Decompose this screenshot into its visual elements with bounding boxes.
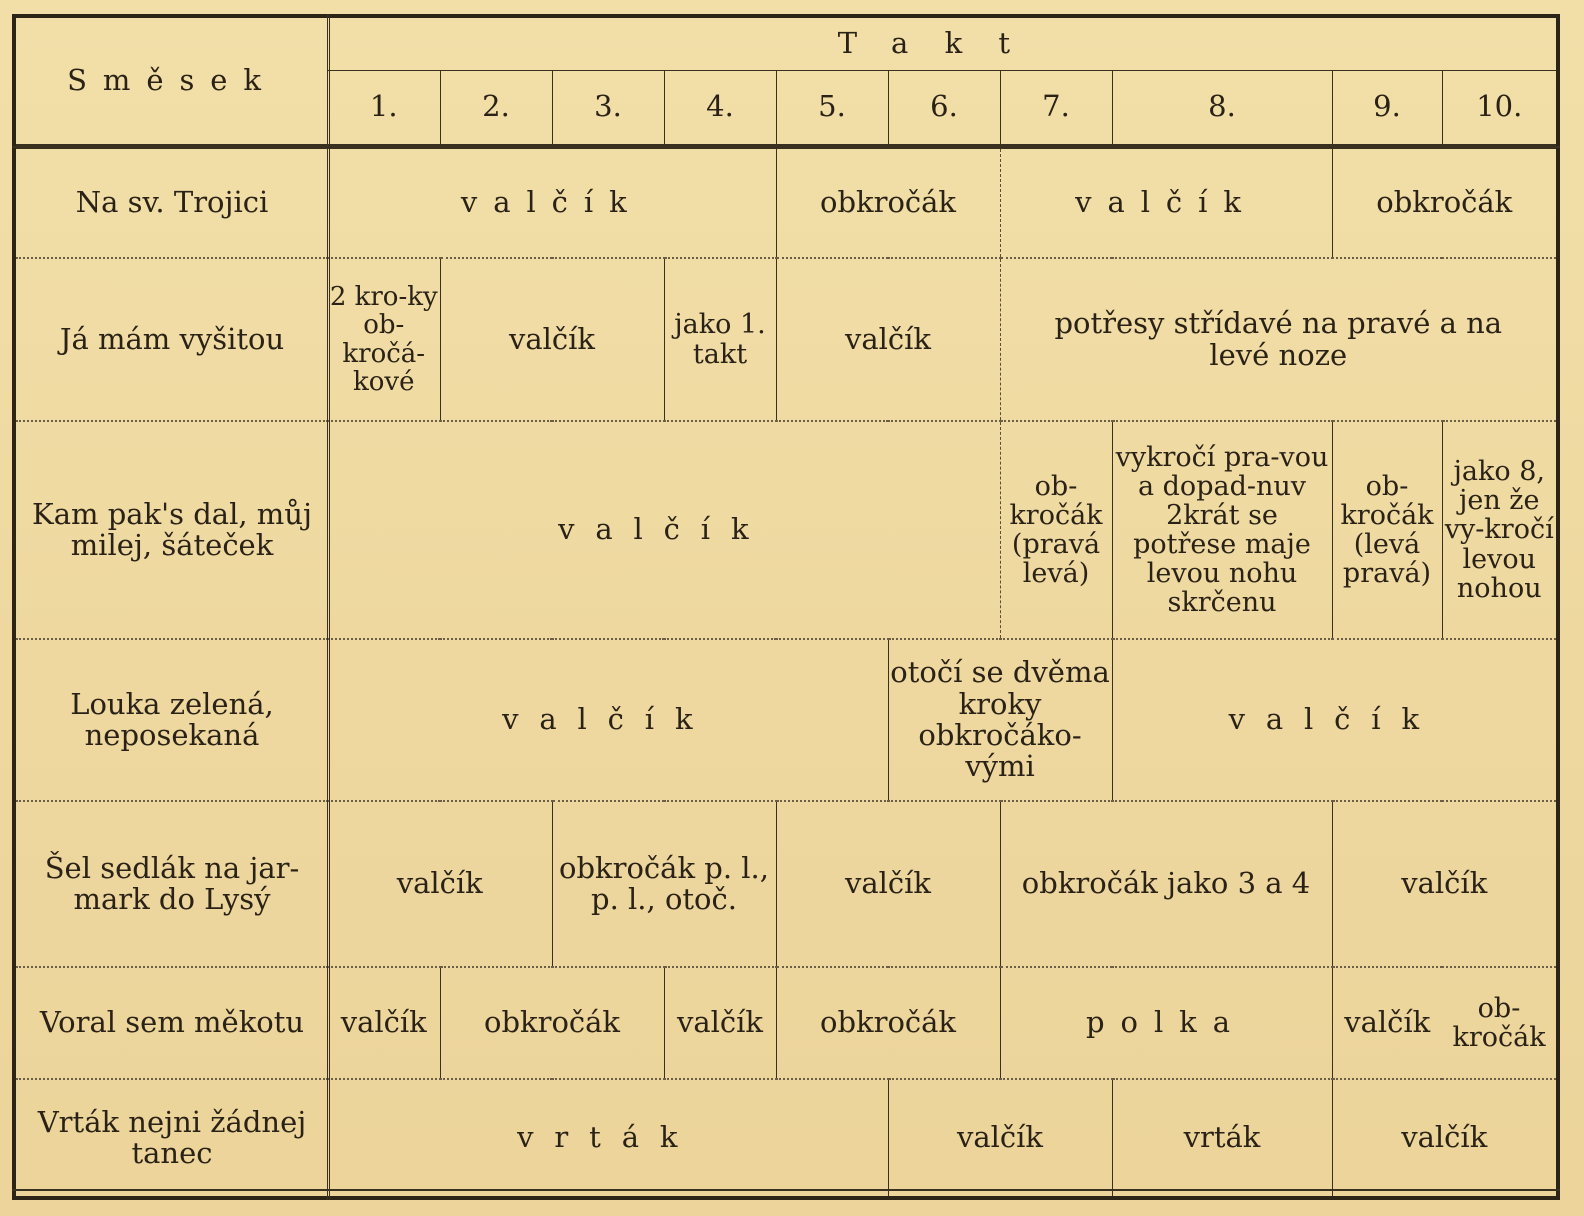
table-cell: valčík <box>776 801 1000 967</box>
table-cell: jako 8, jen že vy-kročí levou nohou <box>1442 421 1556 639</box>
measure-number: 6. <box>888 70 1000 146</box>
table-cell: ob-kročák (levá pravá) <box>1332 421 1442 639</box>
row-title: Louka zelená, neposekaná <box>16 639 328 801</box>
header-takt: Takt <box>328 18 1556 70</box>
title-column-rule <box>327 14 330 1200</box>
table-cell: 2 kro-ky ob-kročá-kové <box>328 258 440 421</box>
header-smesek: Směsek <box>67 63 277 98</box>
table-cell: obkročák <box>440 967 664 1079</box>
table-cell: jako 1. takt <box>664 258 776 421</box>
row-title: Já mám vyšitou <box>16 258 328 421</box>
measure-number: 9. <box>1332 70 1442 146</box>
table-cell: vrták <box>328 1079 888 1196</box>
table-cell: ob-kročák <box>1442 967 1556 1079</box>
row-title: Voral sem měkotu <box>16 967 328 1079</box>
measure-number: 5. <box>776 70 888 146</box>
table-cell: valčík <box>888 1079 1112 1196</box>
table-cell: valčík <box>1332 1079 1556 1196</box>
header-rule <box>12 146 1560 148</box>
measure-number: 3. <box>552 70 664 146</box>
measure-number: 1. <box>369 89 398 124</box>
row-title: Kam pak's dal, můj milej, šáteček <box>16 421 328 639</box>
table-frame <box>12 14 1560 1200</box>
table-cell: valčík <box>328 639 888 801</box>
table-cell: valčík <box>1332 967 1442 1079</box>
bottom-rule <box>12 1189 1560 1191</box>
table-cell: obkročák <box>1332 146 1556 258</box>
table-cell: valčík <box>1332 801 1556 967</box>
table-cell: valčík <box>328 421 1000 639</box>
table-cell: valčík <box>328 967 440 1079</box>
row-title: Na sv. Trojici <box>16 146 328 258</box>
row-title: Šel sedlák na jar-mark do Lysý <box>16 801 328 967</box>
table-cell: obkročák p. l., p. l., otoč. <box>552 801 776 967</box>
table-cell: valčík <box>776 258 1000 421</box>
table-cell: vykročí pra-vou a dopad-nuv 2krát se potřese maje levou nohu skrčenu <box>1112 421 1332 639</box>
measure-number: 4. <box>664 70 776 146</box>
table-cell: valčík <box>328 801 552 967</box>
table-cell: polka <box>1000 967 1332 1079</box>
table-cell: ob-kročák (pravá levá) <box>1000 421 1112 639</box>
measure-number: 8. <box>1112 70 1332 146</box>
measure-number: 10. <box>1442 70 1556 146</box>
table-cell: obkročák jako 3 a 4 <box>1000 801 1332 967</box>
table-cell: valčík <box>1112 639 1556 801</box>
table-cell: otočí se dvěma kroky obkročáko-vými <box>888 639 1112 801</box>
table-cell: obkročák <box>776 146 1000 258</box>
table-cell: valčík <box>328 146 776 258</box>
table-cell: valčík <box>664 967 776 1079</box>
table-cell: vrták <box>1112 1079 1332 1196</box>
table-cell: valčík <box>440 258 664 421</box>
table-cell: potřesy střídavé na pravé a na levé noze <box>1000 258 1556 421</box>
row-title: Vrták nejni žádnej tanec <box>16 1079 328 1196</box>
table-cell: valčík <box>1000 146 1332 258</box>
table-cell: obkročák <box>776 967 1000 1079</box>
measure-number: 7. <box>1000 70 1112 146</box>
measure-number: 2. <box>440 70 552 146</box>
